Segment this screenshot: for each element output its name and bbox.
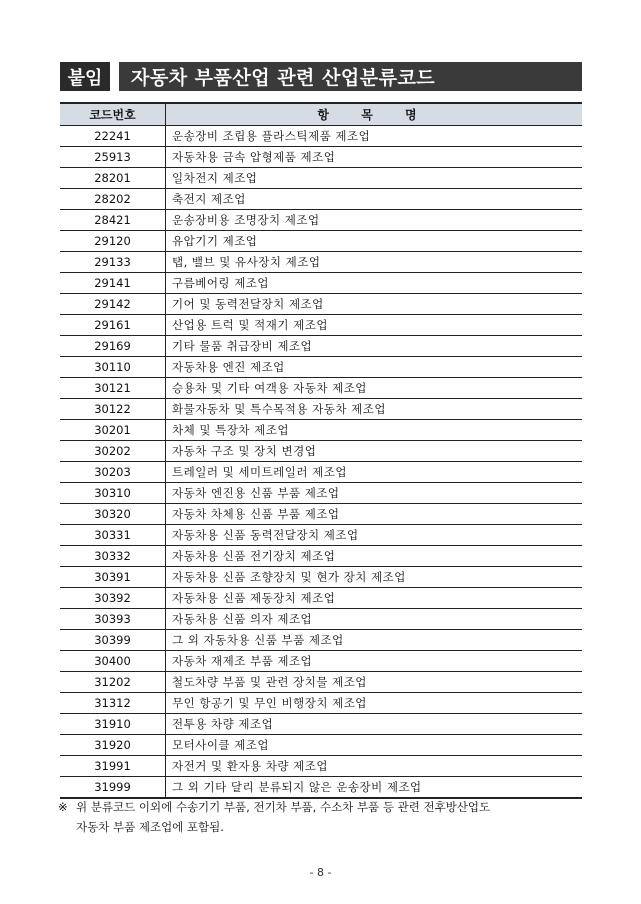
- industry-name-cell: 유압기기 제조업: [166, 231, 583, 252]
- table-row: [60, 336, 582, 357]
- industry-code-cell: 31991: [60, 756, 166, 777]
- industry-name-cell: 산업용 트럭 및 적재기 제조업: [166, 315, 583, 336]
- industry-name-cell: 축전지 제조업: [166, 189, 583, 210]
- footnote-line-2: 자동차 부품 제조업에 포함됨.: [76, 820, 224, 834]
- table-row: [60, 357, 582, 378]
- industry-name-cell: 기타 물품 취급장비 제조업: [166, 336, 583, 357]
- industry-name-cell: 운송장비용 조명장치 제조업: [166, 210, 583, 231]
- table-row: [60, 693, 582, 714]
- table-row: [60, 546, 582, 567]
- table-row: [60, 420, 582, 441]
- industry-name-cell: 자동차 엔진용 신품 부품 제조업: [166, 483, 583, 504]
- table-row: [60, 504, 582, 525]
- table-row: [60, 462, 582, 483]
- industry-code-table: [60, 102, 582, 799]
- table-row: [60, 315, 582, 336]
- table-row: [60, 126, 582, 147]
- industry-code-cell: 31999: [60, 777, 166, 799]
- item-column-header: 항 목 명: [166, 103, 583, 126]
- footnote-line-1: [58, 797, 588, 817]
- table-row: [60, 399, 582, 420]
- industry-code-cell: 30201: [60, 420, 166, 441]
- industry-code-cell: 31312: [60, 693, 166, 714]
- industry-name-cell: 전투용 차량 제조업: [166, 714, 583, 735]
- footnote-text-1: 위 분류코드 이외에 수송기기 부품, 전기차 부품, 수소차 부품 등 관련 전후방산업도: [76, 800, 491, 814]
- industry-code-cell: 25913: [60, 147, 166, 168]
- table-row: [60, 588, 582, 609]
- footnote: [58, 797, 588, 837]
- industry-name-cell: 자동차용 금속 압형제품 제조업: [166, 147, 583, 168]
- table-row: [60, 210, 582, 231]
- table-row: [60, 714, 582, 735]
- industry-code-cell: 30393: [60, 609, 166, 630]
- attachment-badge: 붙임: [60, 62, 119, 91]
- industry-code-cell: 30110: [60, 357, 166, 378]
- industry-name-cell: 자동차용 신품 제동장치 제조업: [166, 588, 583, 609]
- industry-name-cell: 모터사이클 제조업: [166, 735, 583, 756]
- table-header-row: [60, 103, 582, 126]
- industry-code-cell: 29120: [60, 231, 166, 252]
- table-row: [60, 525, 582, 546]
- industry-name-cell: 그 외 기타 달리 분류되지 않은 운송장비 제조업: [166, 777, 583, 799]
- industry-name-cell: 무인 항공기 및 무인 비행장치 제조업: [166, 693, 583, 714]
- table-row: [60, 189, 582, 210]
- table-row: [60, 651, 582, 672]
- table-row: [60, 147, 582, 168]
- industry-code-cell: 28201: [60, 168, 166, 189]
- industry-name-cell: 자동차 차체용 신품 부품 제조업: [166, 504, 583, 525]
- industry-name-cell: 자전거 및 환자용 차량 제조업: [166, 756, 583, 777]
- table-row: [60, 378, 582, 399]
- industry-name-cell: 구름베어링 제조업: [166, 273, 583, 294]
- table-row: [60, 273, 582, 294]
- industry-name-cell: 그 외 자동차용 신품 부품 제조업: [166, 630, 583, 651]
- industry-name-cell: 자동차용 신품 동력전달장치 제조업: [166, 525, 583, 546]
- industry-code-cell: 30203: [60, 462, 166, 483]
- table-row: [60, 567, 582, 588]
- page-number: - 8 -: [309, 866, 332, 879]
- industry-code-cell: 29142: [60, 294, 166, 315]
- industry-code-cell: 30332: [60, 546, 166, 567]
- industry-code-cell: 31910: [60, 714, 166, 735]
- industry-code-cell: 30331: [60, 525, 166, 546]
- industry-code-cell: 31920: [60, 735, 166, 756]
- table-row: [60, 168, 582, 189]
- table-row: [60, 294, 582, 315]
- industry-code-cell: 31202: [60, 672, 166, 693]
- page-title: 자동차 부품산업 관련 산업분류코드: [131, 67, 436, 89]
- industry-code-cell: 29169: [60, 336, 166, 357]
- industry-name-cell: 트레일러 및 세미트레일러 제조업: [166, 462, 583, 483]
- industry-code-cell: 30400: [60, 651, 166, 672]
- industry-name-cell: 기어 및 동력전달장치 제조업: [166, 294, 583, 315]
- industry-code-cell: 28421: [60, 210, 166, 231]
- reference-mark: ※: [58, 800, 68, 814]
- industry-name-cell: 자동차 구조 및 장치 변경업: [166, 441, 583, 462]
- table-row: [60, 441, 582, 462]
- industry-code-cell: 30320: [60, 504, 166, 525]
- table-row: [60, 483, 582, 504]
- industry-name-cell: 철도차량 부품 및 관련 장치물 제조업: [166, 672, 583, 693]
- industry-name-cell: 화물자동차 및 특수목적용 자동차 제조업: [166, 399, 583, 420]
- industry-name-cell: 자동차용 신품 전기장치 제조업: [166, 546, 583, 567]
- industry-code-cell: 29133: [60, 252, 166, 273]
- industry-code-cell: 30202: [60, 441, 166, 462]
- table-row: [60, 756, 582, 777]
- industry-code-cell: 22241: [60, 126, 166, 147]
- code-column-header: 코드번호: [60, 103, 166, 126]
- industry-name-cell: 자동차용 신품 조향장치 및 현가 장치 제조업: [166, 567, 583, 588]
- industry-name-cell: 운송장비 조립용 플라스틱제품 제조업: [166, 126, 583, 147]
- industry-code-cell: 30121: [60, 378, 166, 399]
- industry-code-cell: 29141: [60, 273, 166, 294]
- industry-name-cell: 일차전지 제조업: [166, 168, 583, 189]
- industry-name-cell: 자동차용 신품 의자 제조업: [166, 609, 583, 630]
- table-row: [60, 735, 582, 756]
- industry-code-cell: 30399: [60, 630, 166, 651]
- industry-name-cell: 자동차용 엔진 제조업: [166, 357, 583, 378]
- industry-name-cell: 차체 및 특장차 제조업: [166, 420, 583, 441]
- table-row: [60, 777, 582, 799]
- table-row: [60, 672, 582, 693]
- table-row: [60, 609, 582, 630]
- table-row: [60, 252, 582, 273]
- industry-code-cell: 30391: [60, 567, 166, 588]
- table-body: [60, 126, 582, 799]
- industry-code-cell: 30122: [60, 399, 166, 420]
- industry-code-cell: 28202: [60, 189, 166, 210]
- industry-code-cell: 30392: [60, 588, 166, 609]
- table-row: [60, 630, 582, 651]
- table-row: [60, 231, 582, 252]
- industry-code-cell: 29161: [60, 315, 166, 336]
- industry-name-cell: 승용차 및 기타 여객용 자동차 제조업: [166, 378, 583, 399]
- industry-name-cell: 탭, 밸브 및 유사장치 제조업: [166, 252, 583, 273]
- industry-name-cell: 자동차 재제조 부품 제조업: [166, 651, 583, 672]
- industry-code-cell: 30310: [60, 483, 166, 504]
- page-title-bar: [60, 62, 582, 91]
